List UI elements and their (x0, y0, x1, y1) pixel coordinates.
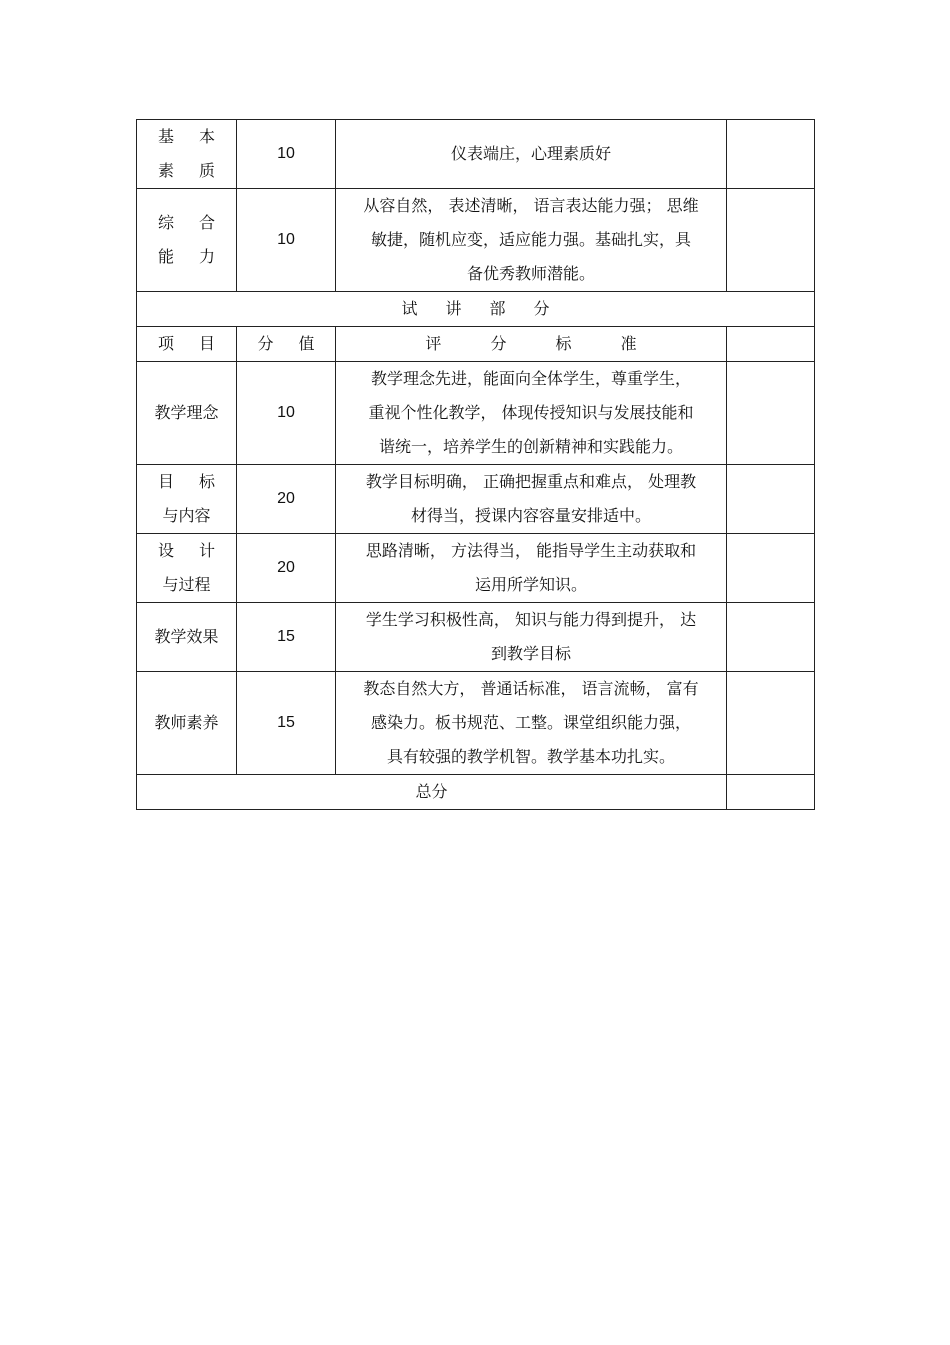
criteria-line: 教学理念先进，能面向全体学生，尊重学生， (370, 369, 691, 388)
lecture-section (137, 292, 815, 362)
item-name-line: 基 本 (157, 127, 216, 146)
item-name-cell (137, 534, 237, 603)
max-score-cell: 10 (237, 189, 336, 292)
max-score-cell: 20 (237, 465, 336, 534)
criteria-cell (336, 603, 727, 672)
score-entry-cell[interactable] (727, 189, 815, 292)
criteria-line: 教学目标明确， 正确把握重点和难点， 处理教 (365, 472, 697, 491)
total-row (137, 775, 815, 810)
item-name-cell (137, 603, 237, 672)
criteria-line: 感染力。板书规范、工整。课堂组织能力强， (370, 713, 691, 732)
max-score-cell: 20 (237, 534, 336, 603)
item-name-line: 素 质 (157, 161, 216, 180)
item-name-line: 设 计 (157, 541, 216, 560)
score-entry-cell[interactable] (727, 362, 815, 465)
criteria-line: 材得当，授课内容容量安排适中。 (410, 506, 651, 525)
criteria-cell (336, 362, 727, 465)
table-row (137, 534, 815, 603)
item-name-line: 教学效果 (154, 627, 219, 646)
table-row (137, 603, 815, 672)
section-title-row (137, 292, 815, 327)
header-blank-cell (727, 327, 815, 362)
item-name-line: 综 合 (157, 213, 216, 232)
score-entry-cell[interactable] (727, 603, 815, 672)
header-item: 项 目 (137, 327, 237, 362)
criteria-line: 具有较强的教学机智。教学基本功扎实。 (386, 747, 675, 766)
criteria-line: 谐统一，培养学生的创新精神和实践能力。 (378, 437, 683, 456)
lecture-rows (137, 362, 815, 775)
item-name-line: 教学理念 (154, 403, 219, 422)
total-label: 总分 (137, 775, 727, 810)
table-row (137, 465, 815, 534)
table-row (137, 120, 815, 189)
item-name-cell (137, 362, 237, 465)
max-score-cell: 10 (237, 120, 336, 189)
criteria-line: 教态自然大方， 普通话标准， 语言流畅， 富有 (363, 679, 699, 698)
criteria-cell (336, 120, 727, 189)
criteria-cell (336, 672, 727, 775)
scoring-table (136, 119, 815, 810)
table-row (137, 189, 815, 292)
criteria-line: 敏捷，随机应变，适应能力强。基础扎实，具 (370, 230, 691, 249)
total-section (137, 775, 815, 810)
max-score-cell: 10 (237, 362, 336, 465)
item-name-line: 教师素养 (154, 713, 219, 732)
section-title: 试讲部分 (137, 292, 815, 327)
item-name-line: 能 力 (157, 247, 216, 266)
criteria-line: 学生学习积极性高， 知识与能力得到提升， 达 (365, 610, 697, 629)
table-row (137, 362, 815, 465)
criteria-cell (336, 534, 727, 603)
max-score-cell: 15 (237, 672, 336, 775)
criteria-line: 思路清晰， 方法得当， 能指导学生主动获取和 (365, 541, 697, 560)
score-entry-cell[interactable] (727, 120, 815, 189)
table-row (137, 672, 815, 775)
item-name-line: 与内容 (162, 506, 211, 525)
criteria-cell (336, 465, 727, 534)
criteria-line: 从容自然， 表述清晰， 语言表达能力强； 思维 (363, 196, 699, 215)
total-score-cell[interactable] (727, 775, 815, 810)
item-name-cell (137, 672, 237, 775)
criteria-line: 仪表端庄，心理素质好 (450, 144, 611, 163)
criteria-line: 运用所学知识。 (474, 575, 587, 594)
item-name-line: 目 标 (157, 472, 216, 491)
criteria-line: 到教学目标 (490, 644, 571, 663)
criteria-line: 备优秀教师潜能。 (466, 264, 595, 283)
basic-quality-section (137, 120, 815, 292)
criteria-line: 重视个性化教学， 体现传授知识与发展技能和 (368, 403, 694, 422)
item-name-cell (137, 189, 237, 292)
header-criteria: 评 分 标 准 (336, 327, 727, 362)
score-entry-cell[interactable] (727, 534, 815, 603)
header-score: 分 值 (237, 327, 336, 362)
header-row (137, 327, 815, 362)
score-entry-cell[interactable] (727, 672, 815, 775)
max-score-cell: 15 (237, 603, 336, 672)
item-name-cell (137, 120, 237, 189)
criteria-cell (336, 189, 727, 292)
item-name-cell (137, 465, 237, 534)
item-name-line: 与过程 (162, 575, 211, 594)
score-entry-cell[interactable] (727, 465, 815, 534)
